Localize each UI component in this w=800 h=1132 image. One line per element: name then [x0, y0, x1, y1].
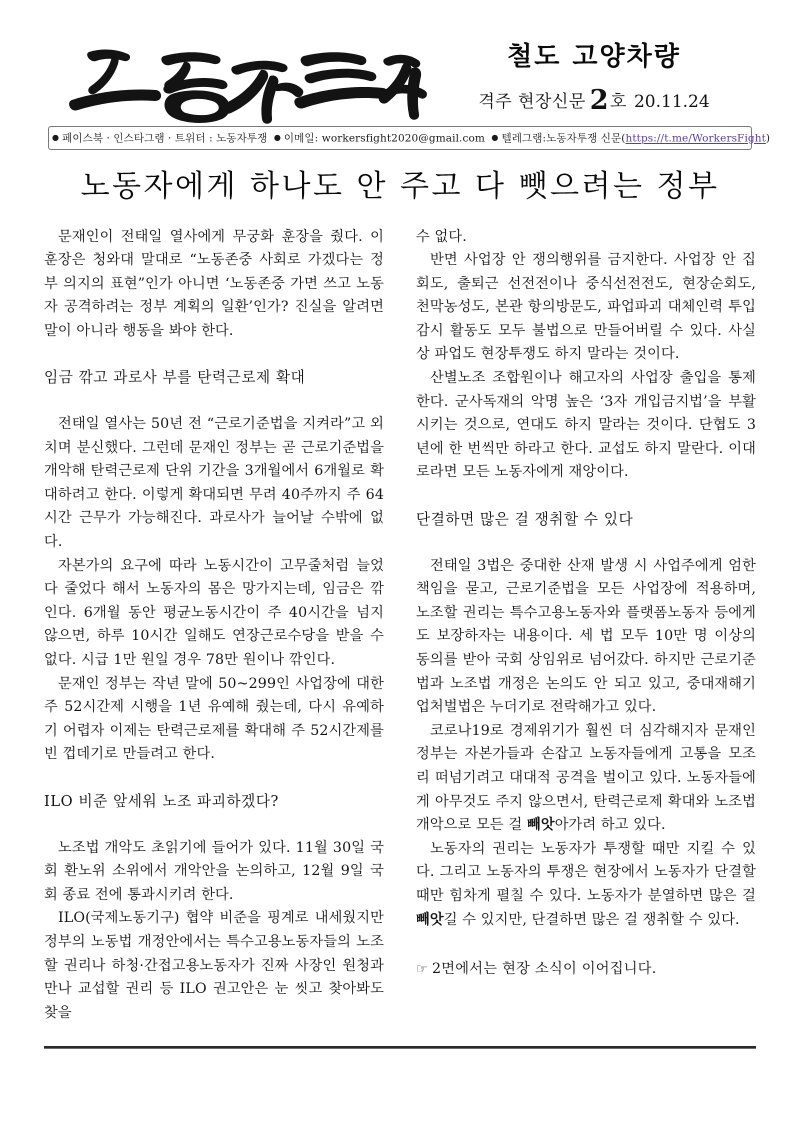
- pointing-hand-icon: ☞: [416, 962, 428, 978]
- paragraph-continuation: 수 없다.: [416, 228, 467, 245]
- continuation-note-text: 2면에서는 현장 소식이 이어집니다.: [431, 961, 657, 978]
- email-label: 이메일: workersfight2020@gmail.com: [283, 132, 485, 145]
- paragraph: 산별노조 조합원이나 해고자의 사업장 출입을 통제한다. 군사독재의 악명 높은 ‘3자 개입금지법’을 부활시키는 것으로, 연대도 하지 말라는 것이다. 단협도 3년에 한 번씩만 하라고 한다. 교섭도 하지 말란다. 이대로라면 모든 노동자에게 재앙이다.: [416, 370, 756, 481]
- paragraph: 전태일 3법은 중대한 산재 발생 시 사업주에게 엄한 책임을 묻고, 근로기준법을 모든 사업장에 적용하며, 노조할 권리는 특수고용노동자와 플랫폼노동자 등에게도 보장하자는 내용이다. 세 법 모두 10만 명 이상의 동의를 받아 국회 상임위로 넘어갔다. 하지만 근로기준법과 노조법 개정은 논의도 안 되고 있고, 중대재해기업처벌법은 누더기로 전락해가고 있다.: [416, 557, 756, 716]
- social-accounts-label: 페이스북 · 인스타그램 · 트위터 : 노동자투쟁: [62, 132, 268, 145]
- telegram-paren-close: ): [765, 132, 771, 145]
- section-title: 철도 고양차량: [507, 42, 681, 72]
- issue-number: 2: [589, 85, 610, 117]
- paragraph-text: 노동자의 권리는 노동자가 투쟁할 때만 지킬 수 있다. 그리고 노동자의 투쟁은 현장에서 노동자가 단결할 때만 힘차게 펼칠 수 있다. 노동자가 분열하면 많은 걸: [416, 840, 756, 904]
- telegram-link[interactable]: https://t.me/WorkersFight: [625, 132, 766, 145]
- bullet-icon: ●: [273, 133, 281, 142]
- masthead-logo: [56, 32, 436, 124]
- emphasis-word: 빼앗: [416, 911, 444, 928]
- subheading: 임금 깎고 과로사 부를 탄력근로제 확대: [44, 369, 306, 387]
- paragraph-text: 코로나19로 경제위기가 훨씬 더 심각해지자 문재인 정부는 자본가들과 손잡고 노동자들에게 고통을 모조리 떠넘기려고 대대적 공격을 벌이고 있다. 노동자들에게 아무것도 주지 않으면서, 탄력근로제 확대와 노조법 개악으로 모든 걸: [416, 722, 756, 834]
- paragraph-text: 아가려 하고 있다.: [554, 817, 666, 834]
- paragraph: 자본가의 요구에 따라 노동시간이 고무줄처럼 늘었다 줄었다 해서 노동자의 몸은 망가지는데, 임금은 깎인다. 6개월 동안 평균노동시간이 주 40시간을 넘지 않으면, 하루 10시간 일해도 연장근로수당을 받을 수 없다. 시급 1만 원일 경우 78만 원이나 깎인다.: [44, 557, 384, 668]
- paragraph: 노조법 개악도 초읽기에 들어가 있다. 11월 30일 국회 환노위 소위에서 개악안을 논의하고, 12월 9일 국회 종료 전에 통과시키려 한다.: [44, 839, 384, 903]
- telegram-label: 텔레그램:노동자투쟁 신문(: [501, 132, 626, 145]
- masthead-info: [436, 32, 756, 116]
- subheading: ILO 비준 앞세워 노조 파괴하겠다?: [44, 792, 279, 810]
- issue-date: 20.11.24: [633, 92, 710, 113]
- paragraph: 문재인 정부는 작년 말에 50~299인 사업장에 대한 주 52시간제 시행을 1년 유예해 줬는데, 다시 유예하기 어렵자 이제는 탄력근로제를 확대해 주 52시간제를 빈 껍데기로 만들려고 한다.: [44, 675, 384, 763]
- right-column: [416, 226, 756, 1001]
- issue-unit: 호: [610, 92, 627, 113]
- article-body: [44, 226, 756, 1021]
- paragraph: ILO(국제노동기구) 협약 비준을 핑계로 내세웠지만 정부의 노동법 개정안에서는 특수고용노동자들의 노조할 권리나 하청·간접고용노동자가 진짜 사장인 원청과 만나 교섭할 권리 등 ILO 권고안은 눈 씻고 찾아봐도 찾을: [44, 910, 384, 1021]
- periodicity-label: 격주 현장신문: [478, 92, 586, 113]
- page-headline: 노동자에게 하나도 안 주고 다 뺏으려는 정부: [80, 169, 720, 204]
- continuation-note: [416, 958, 756, 982]
- contact-bar: [48, 126, 771, 150]
- issue-line: [436, 85, 752, 116]
- paragraph: 문재인이 전태일 열사에게 무궁화 훈장을 줬다. 이 훈장은 청와대 말대로 “노동존중 사회로 가겠다는 정부 의지의 표현”인가 아니면 ‘노동존중 가면 쓰고 노동자 공격하려는 정부 계획의 일환’인가? 진실을 알려면 말이 아니라 행동을 봐야 한다.: [44, 228, 384, 339]
- paragraph-text: 길 수 있지만, 단결하면 많은 걸 쟁취할 수 있다.: [443, 911, 740, 928]
- paragraph: [416, 720, 756, 838]
- bottom-divider: [44, 1046, 756, 1049]
- masthead: [0, 0, 800, 122]
- bullet-icon: ●: [52, 133, 60, 142]
- bullet-icon: ●: [491, 133, 499, 142]
- brush-calligraphy-wordmark-icon: [56, 32, 436, 124]
- emphasis-word: 빼앗: [526, 817, 555, 834]
- paragraph: 전태일 열사는 50년 전 “근로기준법을 지켜라”고 외치며 분신했다. 그런데 문재인 정부는 곧 근로기준법을 개악해 탄력근로제 단위 기간을 3개월에서 6개월로 확대하려고 한다. 이렇게 확대되면 무려 40주까지 주 64시간 근무가 가능해진다. 과로사가 늘어날 수밖에 없다.: [44, 416, 384, 551]
- subheading: 단결하면 많은 걸 쟁취할 수 있다: [416, 511, 634, 529]
- paragraph: [416, 838, 756, 932]
- left-column: [44, 226, 384, 1021]
- paragraph: 반면 사업장 안 쟁의행위를 금지한다. 사업장 안 집회도, 출퇴근 선전전이나 중식선전전도, 현장순회도, 천막농성도, 본관 항의방문도, 파업파괴 대체인력 투입 감시 활동도 모두 불법으로 만들어버릴 수 있다. 사실상 파업도 현장투쟁도 하지 말라는 것이다.: [416, 252, 756, 363]
